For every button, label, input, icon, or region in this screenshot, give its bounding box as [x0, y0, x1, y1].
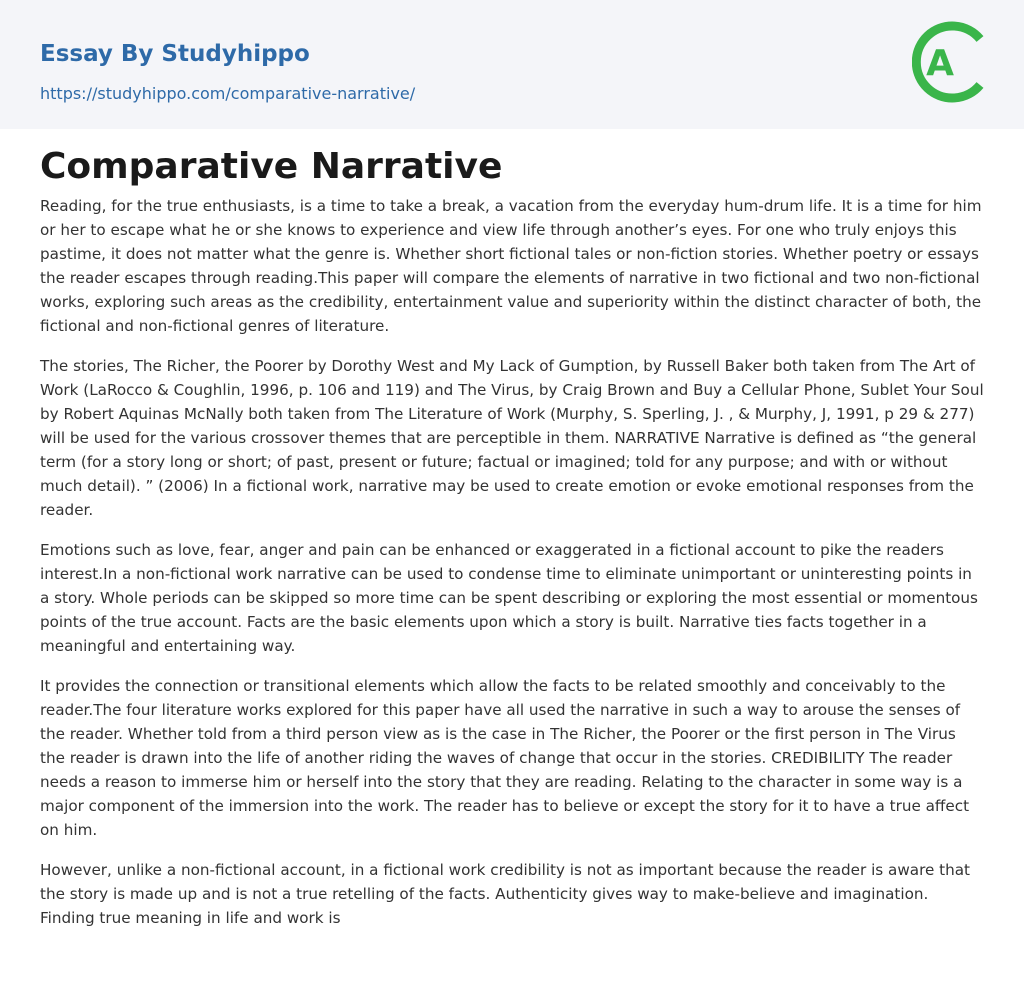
page-url-link[interactable]: https://studyhippo.com/comparative-narrative/: [40, 84, 416, 103]
article-paragraph: Emotions such as love, fear, anger and pain can be enhanced or exaggerated in a fictional account to pike the readers interest.In a non-fictional work narrative can be used to condense time to eliminate unimportant or uninteresting points in a story. Whole periods can be skipped so more time can be spent describing or exploring the most essential or momentous points of the true account. Facts are the basic elements upon which a story is built. Narrative ties facts together in a meaningful and entertaining way.: [40, 541, 978, 655]
article-paragraph: However, unlike a non-fictional account, in a fictional work credibility is not as important because the reader is aware that the story is made up and is not a true retelling of the facts. Authenticity gives way to make-believe and imagination. Finding true meaning in life and work is: [40, 861, 970, 927]
logo-letter: A: [926, 43, 954, 84]
page-title: Comparative Narrative: [40, 146, 503, 187]
article-paragraph: It provides the connection or transitional elements which allow the facts to be related smoothly and conceivably to the reader.The four literature works explored for this paper have all used the narrative in such a way to arouse the senses of the reader. Whether told from a third person view as is the case in The Richer, the Poorer or the first person in The Virus the reader is drawn into the life of another riding the waves of change that occur in the stories. CREDIBILITY The reader needs a reason to immerse him or herself into the story that they are reading. Relating to the character in some way is a major component of the immersion into the work. The reader has to believe or except the story for it to have a true affect on him.: [40, 677, 970, 839]
site-brand[interactable]: Essay By Studyhippo: [40, 41, 310, 67]
article-paragraph: Reading, for the true enthusiasts, is a time to take a break, a vacation from the everyday hum-drum life. It is a time for him or her to escape what he or she knows to experience and view life through another’s eyes. For one who truly enjoys this pastime, it does not matter what the genre is. Whether short fictional tales or non-fiction stories. Whether poetry or essays the reader escapes through reading.This paper will compare the elements of narrative in two fictional and two non-fictional works, exploring such areas as the credibility, entertainment value and superiority within the distinct character of both, the fictional and non-fictional genres of literature.: [40, 197, 982, 335]
article-body: [40, 194, 985, 946]
article-paragraph: The stories, The Richer, the Poorer by Dorothy West and My Lack of Gumption, by Russell Baker both taken from The Art of Work (LaRocco & Coughlin, 1996, p. 106 and 119) and The Virus, by Craig Brown and Buy a Cellular Phone, Sublet Your Soul by Robert Aquinas McNally both taken from The Literature of Work (Murphy, S. Sperling, J. , & Murphy, J, 1991, p 29 & 277) will be used for the various crossover themes that are perceptible in them. NARRATIVE Narrative is defined as “the general term (for a story long or short; of past, present or future; factual or imagined; told for any purpose; and with or without much detail). ” (2006) In a fictional work, narrative may be used to create emotion or evoke emotional responses from the reader.: [40, 357, 984, 519]
site-header: [0, 0, 1024, 129]
logo-icon[interactable]: [912, 19, 986, 105]
